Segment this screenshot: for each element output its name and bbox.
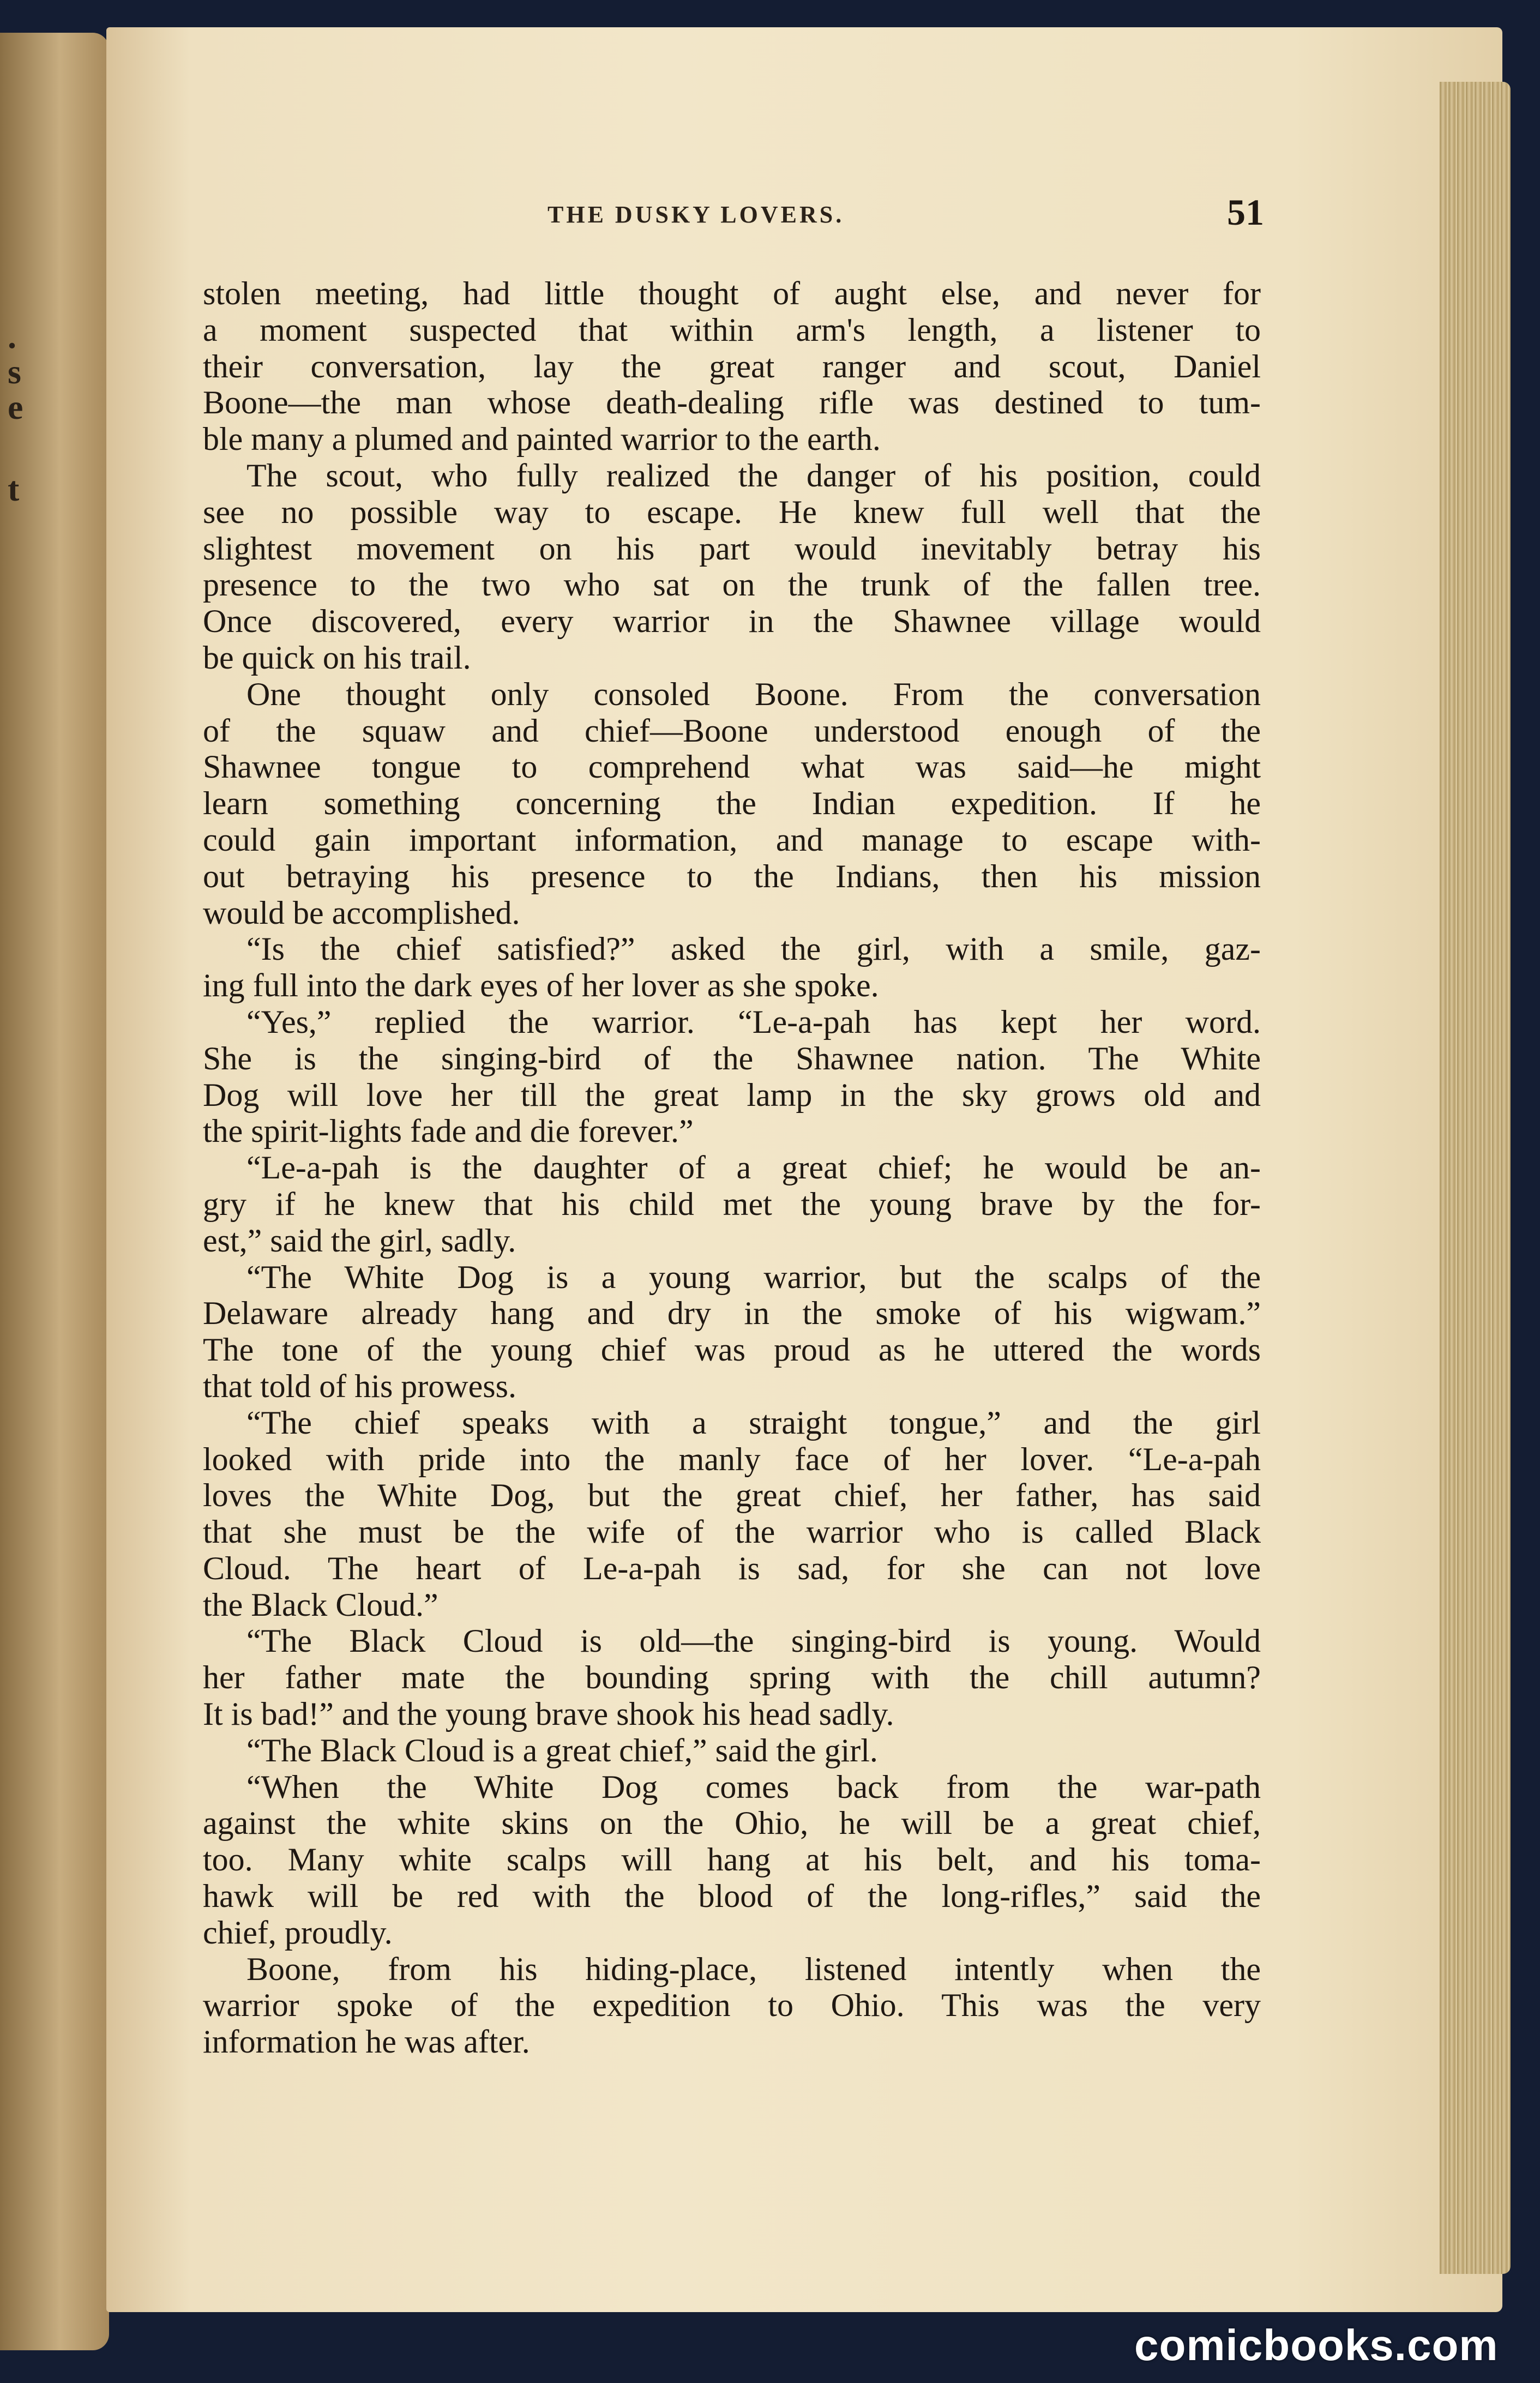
- body-text: [203, 275, 1261, 2060]
- text-line: out betraying his presence to the Indians, then his mission: [203, 858, 1261, 894]
- facing-page-fragment: .: [8, 317, 16, 356]
- text-line: “The chief speaks with a straight tongue,” and the girl: [246, 1404, 1261, 1441]
- text-line: Delaware already hang and dry in the smoke of his wigwam.”: [203, 1295, 1261, 1332]
- text-line: The scout, who fully realized the danger of his position, could: [246, 457, 1261, 494]
- text-line: looked with pride into the manly face of her lover. “Le-a-pah: [203, 1441, 1261, 1477]
- text-line: ing full into the dark eyes of her lover as she spoke.: [203, 967, 879, 1004]
- text-line: gry if he knew that his child met the young brave by the for-: [203, 1186, 1261, 1222]
- text-line: Boone, from his hiding-place, listened intently when the: [246, 1951, 1261, 1987]
- text-line: Dog will love her till the great lamp in the sky grows old and: [203, 1076, 1261, 1113]
- page-number: 51: [1227, 191, 1264, 233]
- text-line: her father mate the bounding spring with the chill autumn?: [203, 1659, 1261, 1696]
- text-line: the Black Cloud.”: [203, 1586, 438, 1623]
- text-line: of the squaw and chief—Boone understood enough of the: [203, 712, 1261, 749]
- facing-page-fragment: e: [8, 388, 23, 426]
- text-line: “The White Dog is a young warrior, but the scalps of the: [246, 1259, 1261, 1295]
- text-line: slightest movement on his part would inevitably betray his: [203, 530, 1261, 567]
- text-line: Once discovered, every warrior in the Shawnee village would: [203, 603, 1261, 640]
- text-line: est,” said the girl, sadly.: [203, 1222, 516, 1259]
- text-line: chief, proudly.: [203, 1914, 393, 1951]
- text-line: too. Many white scalps will hang at his belt, and his toma-: [203, 1842, 1261, 1878]
- text-line: “When the White Dog comes back from the war-path: [246, 1768, 1261, 1805]
- text-line: It is bad!” and the young brave shook his head sadly.: [203, 1696, 894, 1732]
- text-line: ble many a plumed and painted warrior to the earth.: [203, 421, 881, 458]
- text-line: information he was after.: [203, 2024, 530, 2060]
- facing-page-edge: [0, 33, 109, 2350]
- text-line: “The Black Cloud is a great chief,” said the girl.: [246, 1732, 878, 1768]
- text-line: stolen meeting, had little thought of aught else, and never for: [203, 275, 1261, 311]
- text-line: hawk will be red with the blood of the long-rifles,” said the: [203, 1878, 1261, 1915]
- site-watermark: comicbooks.com: [1134, 2321, 1499, 2369]
- text-line: see no possible way to escape. He knew full well that the: [203, 494, 1261, 530]
- text-line: Boone—the man whose death-dealing rifle was destined to tum-: [203, 384, 1261, 421]
- text-line: a moment suspected that within arm's length, a listener to: [203, 311, 1261, 348]
- text-line: Cloud. The heart of Le-a-pah is sad, for she can not love: [203, 1550, 1261, 1586]
- text-line: loves the White Dog, but the great chief, her father, has said: [203, 1477, 1261, 1514]
- text-line: learn something concerning the Indian expedition. If he: [203, 785, 1261, 822]
- text-line: “The Black Cloud is old—the singing-bird is young. Would: [246, 1623, 1261, 1659]
- text-line: be quick on his trail.: [203, 639, 471, 676]
- text-line: that told of his prowess.: [203, 1368, 516, 1404]
- text-line: Shawnee tongue to comprehend what was said—he might: [203, 749, 1261, 785]
- text-line: “Yes,” replied the warrior. “Le-a-pah has kept her word.: [246, 1003, 1261, 1040]
- text-line: could gain important information, and manage to escape with-: [203, 821, 1261, 858]
- text-line: the spirit-lights fade and die forever.”: [203, 1113, 694, 1150]
- page-stack-edge: [1440, 82, 1511, 2274]
- text-line: would be accomplished.: [203, 894, 520, 931]
- text-line: “Is the chief satisfied?” asked the girl, with a smile, gaz-: [246, 931, 1261, 967]
- text-line: presence to the two who sat on the trunk of the fallen tree.: [203, 567, 1261, 603]
- facing-page-fragment: s: [8, 352, 21, 391]
- running-head: THE DUSKY LOVERS.: [548, 201, 845, 228]
- text-line: against the white skins on the Ohio, he will be a great chief,: [203, 1805, 1261, 1842]
- text-line: She is the singing-bird of the Shawnee nation. The White: [203, 1040, 1261, 1076]
- text-line: warrior spoke of the expedition to Ohio. This was the very: [203, 1987, 1261, 2024]
- text-line: The tone of the young chief was proud as he uttered the words: [203, 1332, 1261, 1368]
- facing-page-fragment: t: [8, 470, 20, 508]
- text-line: “Le-a-pah is the daughter of a great chief; he would be an-: [246, 1150, 1261, 1186]
- text-line: that she must be the wife of the warrior who is called Black: [203, 1514, 1261, 1550]
- text-line: their conversation, lay the great ranger and scout, Daniel: [203, 348, 1261, 384]
- text-line: One thought only consoled Boone. From the conversation: [246, 676, 1261, 712]
